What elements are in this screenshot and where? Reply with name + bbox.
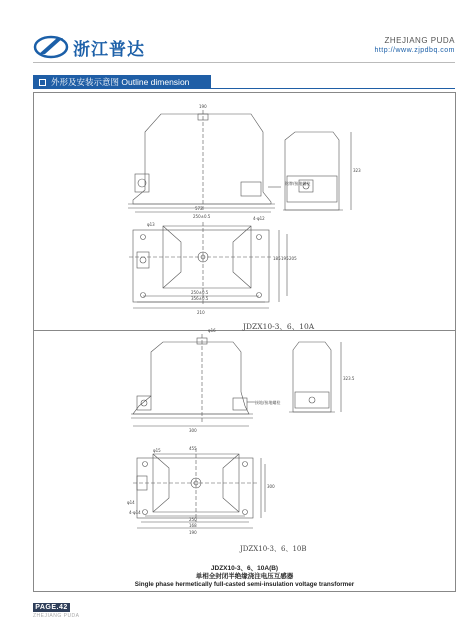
logo-emblem-icon [33, 34, 69, 60]
dim-text: 250±0.5 [193, 214, 211, 219]
model-label-top: JDZX10-3、6、10A [243, 322, 315, 331]
section-title: 外形及安装示意图 Outline dimension [51, 77, 190, 87]
section-title-bar [33, 75, 211, 89]
dim-text: 4-φ12 [253, 216, 265, 221]
dim-text: φ16 [208, 328, 216, 333]
dim-text: 210 [197, 310, 205, 315]
dim-text: 250 [189, 517, 197, 522]
terminal-label: 接地/接地螺栓 [255, 400, 281, 405]
checkbox-square-icon [39, 79, 46, 86]
company-url[interactable]: http://www.zjpdbq.com [374, 47, 455, 54]
bottom-side-body [293, 342, 331, 412]
header-divider [33, 62, 455, 63]
dim-text: 4-φ14 [129, 510, 141, 515]
dim-text: 168 [189, 523, 197, 528]
caption-cn: 单相全封闭半绝缘浇注电压互感器 [195, 573, 294, 580]
top-front-box-left [135, 174, 149, 192]
dim-text: φ15 [153, 448, 161, 453]
dim-text: 185 [273, 256, 281, 261]
dim-text: 323 [353, 168, 361, 173]
footer-brand: ZHEJIANG PUDA [33, 613, 80, 619]
caption-model: JDZX10-3、6、10A(B) [210, 565, 279, 572]
dim-text: 195 [281, 256, 289, 261]
dim-text: 190 [189, 530, 197, 535]
page-number: PAGE.42 [33, 603, 70, 612]
caption-en: Single phase hermetically full-casted semi-insulation voltage transformer [134, 581, 355, 588]
dim-text: 300 [189, 428, 197, 433]
top-side-body [285, 132, 339, 210]
bottom-front-body [133, 342, 249, 414]
dim-text: 323.5 [343, 376, 355, 381]
company-info [374, 36, 455, 56]
company-logo [33, 34, 145, 60]
dim-text: φ13 [147, 222, 155, 227]
outline-drawing [33, 92, 456, 592]
dim-text: 356±0.5 [191, 296, 209, 301]
dim-text: 190 [199, 104, 207, 109]
dim-text: 250±0.5 [191, 290, 209, 295]
nameplate-label: 铭牌/接地螺栓 [285, 181, 311, 186]
top-front-body [133, 114, 271, 204]
dim-text: 300 [267, 484, 275, 489]
dim-text: 572 [195, 206, 203, 211]
model-label-bottom: JDZX10-3、6、10B [240, 545, 307, 553]
dim-text: 455 [189, 446, 197, 451]
logo-text: 浙江普达 [73, 39, 145, 59]
dim-text: φ14 [127, 500, 135, 505]
dim-text: 205 [289, 256, 297, 261]
section-rule [211, 88, 455, 89]
top-front-box-right [241, 182, 261, 196]
company-name-en: ZHEJIANG PUDA [384, 36, 455, 45]
